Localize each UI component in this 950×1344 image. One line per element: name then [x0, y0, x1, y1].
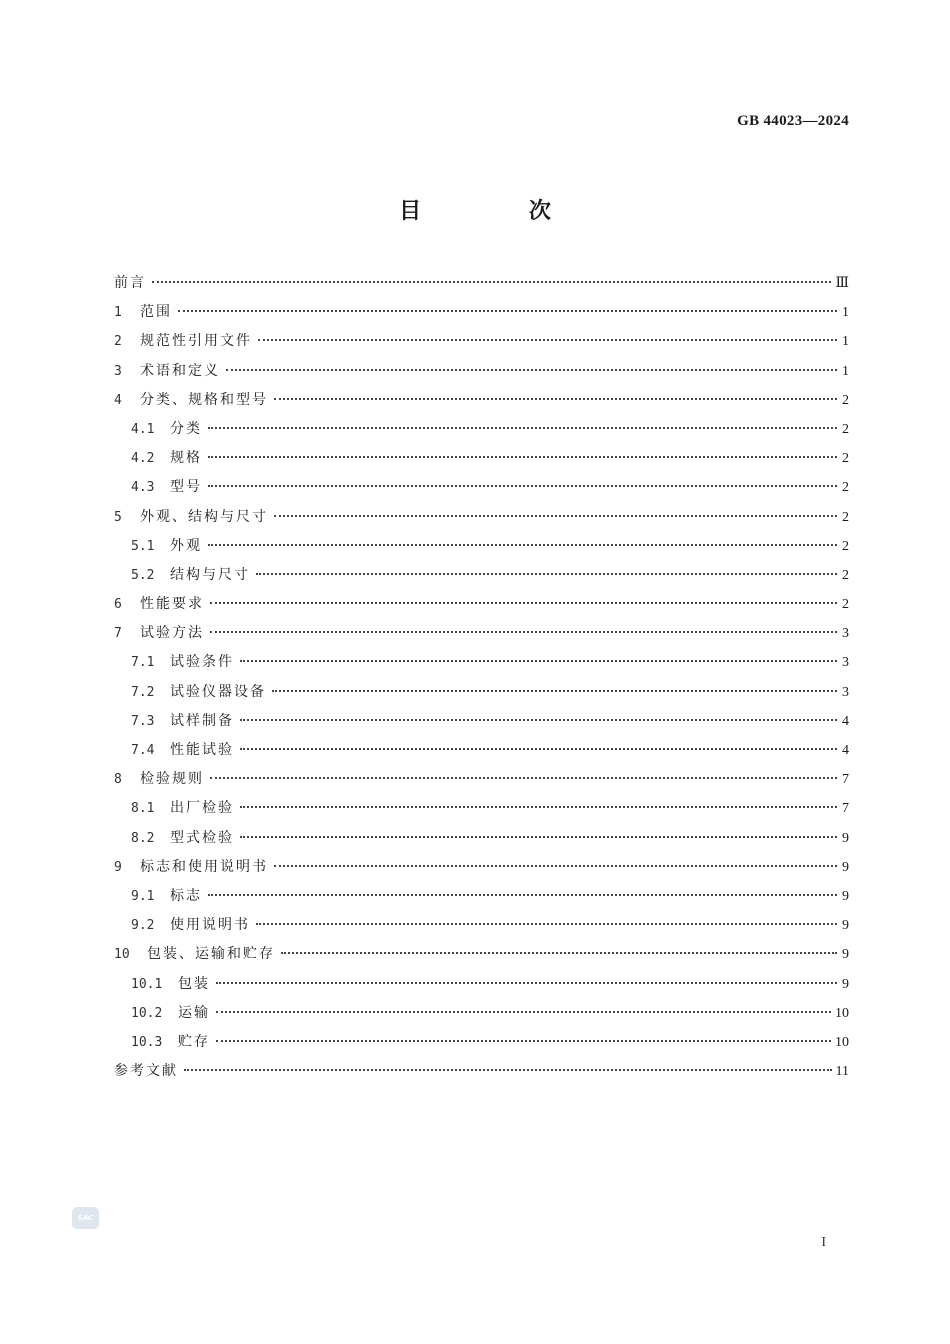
toc-entry-number: 7.3	[131, 713, 155, 729]
toc-dot-leader	[272, 690, 837, 692]
toc-entry[interactable]	[114, 707, 849, 736]
toc-entry-page: 2	[842, 597, 849, 613]
toc-entry-label: 外观、结构与尺寸	[140, 508, 268, 525]
toc-entry-page: Ⅲ	[835, 276, 849, 291]
toc-entry-page: 7	[842, 801, 849, 817]
toc-entry[interactable]	[114, 357, 849, 386]
toc-entry[interactable]	[114, 386, 849, 415]
toc-entry[interactable]	[114, 1057, 849, 1086]
toc-entry-number: 4	[114, 392, 122, 408]
toc-entry-page: 2	[842, 451, 849, 467]
toc-dot-leader	[258, 339, 837, 341]
toc-entry-number: 7.4	[131, 743, 155, 758]
toc-dot-leader	[208, 544, 837, 546]
toc-entry-page: 3	[842, 684, 849, 700]
toc-entry[interactable]	[114, 444, 849, 473]
standard-number: GB 44023—2024	[737, 113, 849, 129]
toc-entry[interactable]	[114, 327, 849, 356]
toc-entry-number: 4.1	[131, 421, 155, 437]
toc-entry-number: 7.2	[131, 684, 155, 700]
toc-entry[interactable]	[114, 853, 849, 882]
toc-dot-leader	[184, 1069, 832, 1071]
toc-dot-leader	[240, 660, 837, 662]
toc-entry-page: 11	[835, 1064, 849, 1080]
toc-entry[interactable]	[114, 473, 849, 502]
toc-entry[interactable]	[114, 940, 849, 969]
toc-entry[interactable]	[114, 678, 849, 707]
toc-entry-number: 9.1	[131, 888, 155, 904]
toc-entry-label: 术语和定义	[140, 362, 220, 379]
toc-dot-leader	[240, 748, 837, 750]
toc-entry[interactable]	[114, 561, 849, 590]
toc-entry[interactable]	[114, 999, 849, 1028]
toc-title: 目 次	[399, 199, 601, 224]
toc-entry-label: 分类	[170, 420, 202, 437]
toc-entry-page: 2	[842, 509, 849, 525]
toc-entry-label: 参考文献	[114, 1063, 178, 1080]
toc-dot-leader	[208, 456, 837, 458]
toc-entry[interactable]	[114, 503, 849, 532]
toc-dot-leader	[210, 777, 837, 779]
toc-entry-label: 包装、运输和贮存	[147, 946, 275, 963]
toc-entry-number: 7.1	[131, 655, 155, 671]
toc-entry-page: 10	[835, 1005, 849, 1021]
toc-entry-label: 型式检验	[170, 829, 234, 846]
toc-entry-number: 10.2	[131, 1005, 163, 1021]
toc-dot-leader	[208, 485, 837, 487]
toc-entry-page: 1	[842, 305, 849, 321]
toc-entry-label: 外观	[170, 537, 202, 554]
toc-dot-leader	[256, 923, 837, 925]
toc-entry-label: 性能要求	[140, 596, 204, 613]
toc-entry-page: 4	[842, 743, 849, 758]
toc-entry-number: 9	[114, 859, 122, 875]
toc-entry-page: 1	[842, 334, 849, 350]
toc-entry-page: 2	[842, 392, 849, 408]
toc-dot-leader	[256, 573, 837, 575]
toc-entry-number: 5.2	[131, 567, 155, 583]
toc-entry-label: 试样制备	[170, 712, 234, 729]
toc-entry-label: 规范性引用文件	[140, 333, 252, 350]
toc-dot-leader	[216, 982, 837, 984]
sac-logo-watermark: SAC	[72, 1207, 99, 1229]
toc-entry-number: 10.3	[131, 1034, 163, 1050]
toc-entry-label: 运输	[178, 1004, 210, 1021]
toc-dot-leader	[208, 427, 837, 429]
toc-dot-leader	[240, 836, 837, 838]
toc-entry-page: 3	[842, 626, 849, 642]
toc-entry-label: 使用说明书	[170, 917, 250, 934]
toc-entry-page: 9	[842, 947, 849, 963]
toc-entry-label: 出厂检验	[170, 800, 234, 817]
toc-dot-leader	[208, 894, 837, 896]
toc-entry-label: 试验方法	[140, 625, 204, 642]
toc-entry-label: 分类、规格和型号	[140, 391, 268, 408]
toc-entry[interactable]	[114, 736, 849, 765]
toc-entry-number: 3	[114, 363, 122, 379]
toc-entry-number: 7	[114, 626, 122, 642]
toc-entry-page: 1	[842, 363, 849, 379]
toc-entry[interactable]	[114, 619, 849, 648]
toc-entry[interactable]	[114, 1028, 849, 1057]
toc-entry-page: 2	[842, 480, 849, 496]
toc-dot-leader	[216, 1011, 831, 1013]
toc-entry-number: 8.1	[131, 801, 155, 817]
toc-entry[interactable]	[114, 298, 849, 327]
toc-entry-label: 标志	[170, 887, 202, 904]
toc-entry-label: 范围	[140, 304, 172, 321]
toc-entry-number: 8.2	[131, 830, 155, 846]
toc-entry-number: 4.2	[131, 451, 155, 467]
toc-entry-page: 9	[842, 888, 849, 904]
toc-entry-label: 标志和使用说明书	[140, 858, 268, 875]
toc-entry-number: 8	[114, 772, 122, 788]
toc-dot-leader	[216, 1040, 831, 1042]
toc-dot-leader	[274, 398, 837, 400]
toc-dot-leader	[240, 719, 837, 721]
toc-entry[interactable]	[114, 765, 849, 794]
toc-entry-number: 6	[114, 597, 122, 613]
toc-entry-page: 2	[842, 421, 849, 437]
toc-entry-label: 包装	[178, 975, 210, 992]
toc-entry-page: 9	[842, 918, 849, 934]
toc-entry[interactable]	[114, 911, 849, 940]
toc-dot-leader	[281, 952, 837, 954]
toc-entry-page: 3	[842, 655, 849, 671]
toc-entry[interactable]	[114, 648, 849, 677]
toc-entry[interactable]	[114, 269, 849, 298]
toc-entry-page: 2	[842, 538, 849, 554]
toc-dot-leader	[152, 281, 831, 283]
toc-dot-leader	[178, 310, 837, 312]
page-folio: I	[821, 1235, 826, 1250]
toc-dot-leader	[210, 631, 837, 633]
toc-dot-leader	[274, 515, 837, 517]
toc-entry-number: 2	[114, 334, 122, 350]
toc-dot-leader	[210, 602, 837, 604]
toc-entry-number: 10.1	[131, 976, 163, 992]
toc-entry-page: 9	[842, 830, 849, 846]
toc-entry-label: 试验仪器设备	[170, 683, 266, 700]
toc-entry-label: 贮存	[178, 1033, 210, 1050]
toc-entry-label: 结构与尺寸	[170, 566, 250, 583]
toc-entry-label: 检验规则	[140, 771, 204, 788]
toc-entry-number: 5	[114, 509, 122, 525]
toc-dot-leader	[226, 369, 837, 371]
toc-entry-label: 前言	[114, 275, 146, 291]
toc-entry-number: 1	[114, 305, 122, 321]
toc-entry[interactable]	[114, 532, 849, 561]
toc-dot-leader	[240, 806, 837, 808]
toc-entry[interactable]	[114, 415, 849, 444]
toc-entry-page: 2	[842, 567, 849, 583]
toc-entry[interactable]	[114, 794, 849, 823]
toc-entry[interactable]	[114, 882, 849, 911]
toc-entry[interactable]	[114, 824, 849, 853]
toc-entry-page: 7	[842, 772, 849, 788]
toc-entry-label: 性能试验	[170, 742, 234, 758]
toc-entry[interactable]	[114, 590, 849, 619]
toc-entry-page: 10	[835, 1034, 849, 1050]
toc-entry-label: 型号	[170, 479, 202, 496]
toc-entry-number: 10	[114, 947, 130, 963]
toc-entry-page: 9	[842, 976, 849, 992]
toc-entry-label: 规格	[170, 450, 202, 467]
toc-entry-number: 4.3	[131, 480, 155, 496]
toc-entry-number: 5.1	[131, 538, 155, 554]
toc-entry[interactable]	[114, 970, 849, 999]
toc-entry-page: 9	[842, 859, 849, 875]
toc-dot-leader	[274, 865, 837, 867]
table-of-contents	[114, 269, 849, 1086]
toc-entry-number: 9.2	[131, 918, 155, 934]
toc-entry-page: 4	[842, 713, 849, 729]
toc-entry-label: 试验条件	[170, 654, 234, 671]
